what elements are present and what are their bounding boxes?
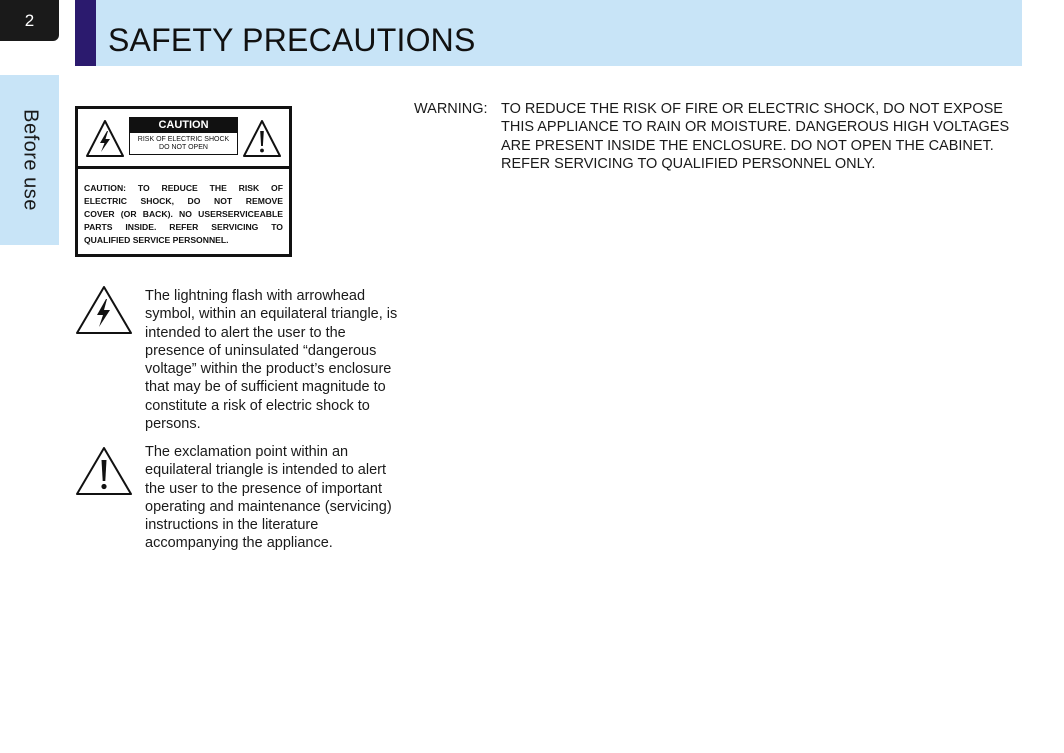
caution-label-header bbox=[78, 109, 289, 166]
caution-text-line: ELECTRIC SHOCK, DO NOT REMOVE bbox=[84, 196, 283, 206]
exclamation-triangle-icon bbox=[75, 446, 133, 496]
header-accent-bar bbox=[75, 0, 96, 66]
exclamation-symbol-description: The exclamation point within an equilateral triangle is intended to alert the user to the presence of important operating and maintenance (servicing) instructions in the literature accompanying the appliance. bbox=[145, 444, 392, 552]
page-number: 2 bbox=[24, 10, 35, 30]
warning-label: WARNING: bbox=[414, 101, 488, 117]
caution-text-line: QUALIFIED SERVICE PERSONNEL. bbox=[84, 235, 229, 245]
lightning-triangle-icon bbox=[85, 119, 125, 159]
page-title: SAFETY PRECAUTIONS bbox=[108, 22, 476, 58]
page-header bbox=[75, 0, 1022, 66]
caution-text-line: PARTS INSIDE. REFER SERVICING TO bbox=[84, 222, 283, 232]
caution-label-line-1: RISK OF ELECTRIC SHOCK bbox=[137, 136, 230, 143]
caution-divider bbox=[78, 166, 289, 169]
lightning-symbol-description: The lightning flash with arrowhead symbol, within an equilateral triangle, is intended to alert the user to the presence of uninsulated “dangerous voltage” within the product’s enclosure that may be of sufficient magnitude to constitute a risk of electric shock to persons. bbox=[145, 288, 398, 433]
page-number-badge bbox=[0, 0, 59, 41]
warning-text: TO REDUCE THE RISK OF FIRE OR ELECTRIC SHOCK, DO NOT EXPOSE THIS APPLIANCE TO RAIN OR MOISTURE. DANGEROUS HIGH VOLTAGES ARE PRESENT INSIDE THE ENCLOSURE. DO NOT OPEN THE CABINET. REFER SERVICING TO QUALIFIED PERSONNEL ONLY. bbox=[501, 101, 1010, 172]
section-tab-before-use[interactable] bbox=[0, 75, 59, 245]
section-tab-label: Before use bbox=[19, 109, 41, 211]
caution-label-line-2: DO NOT OPEN bbox=[159, 144, 208, 151]
caution-label-title: CAUTION bbox=[130, 118, 237, 133]
exclamation-triangle-icon bbox=[242, 119, 282, 159]
caution-text-line: COVER (OR BACK). NO USERSERVICEABLE bbox=[84, 209, 283, 219]
caution-label-panel bbox=[129, 117, 238, 155]
lightning-triangle-icon bbox=[75, 285, 133, 335]
caution-text-line: CAUTION: TO REDUCE THE RISK OF bbox=[84, 183, 283, 193]
caution-label-box bbox=[75, 106, 292, 257]
